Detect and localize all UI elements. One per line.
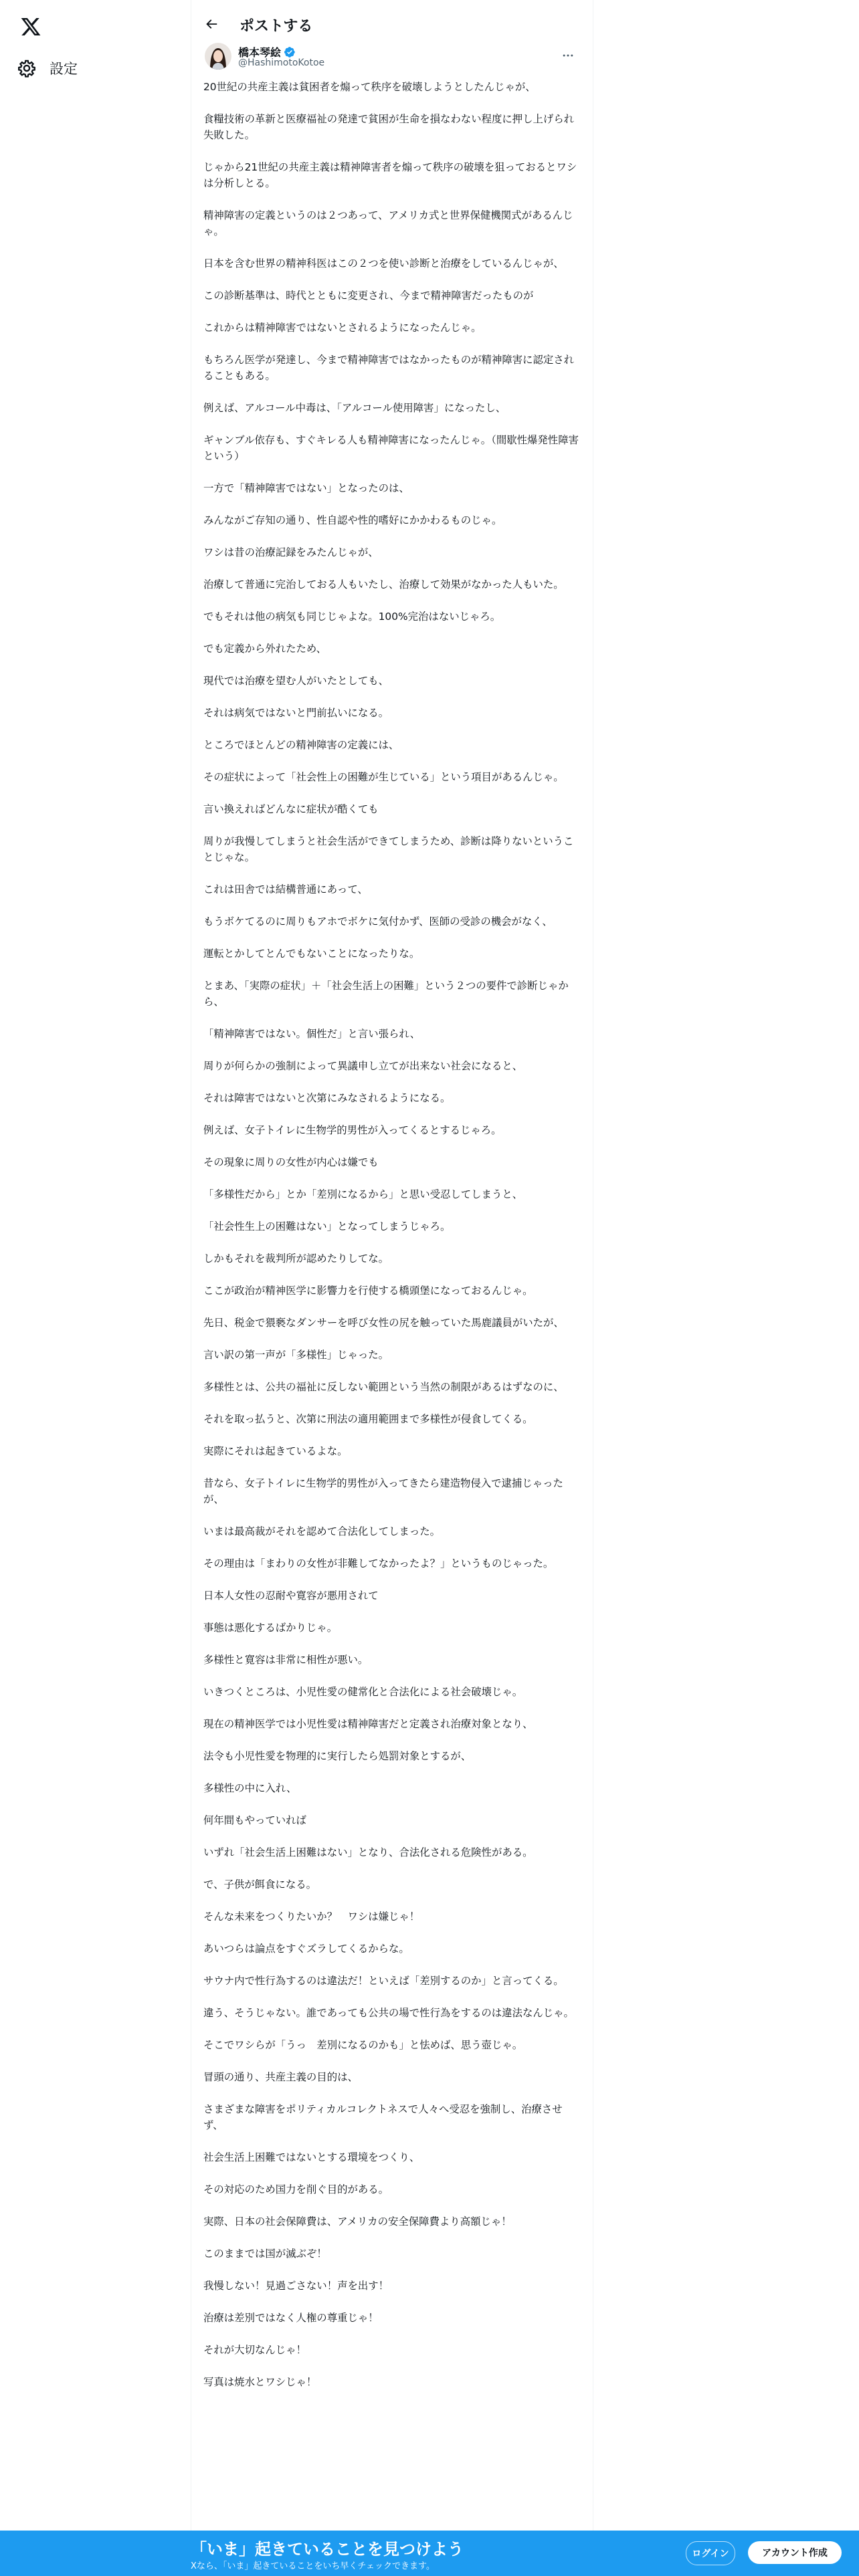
post-paragraph: 現代では治療を望む人がいたとしても、 <box>203 675 389 687</box>
post-paragraph: 現在の精神医学では小児性愛は精神障害だと定義され治療対象となり、 <box>203 1718 533 1730</box>
arrow-left-icon <box>204 17 219 31</box>
post-paragraph: 日本人女性の忍耐や寛容が悪用されて <box>203 1590 379 1602</box>
nav-settings-link[interactable] <box>17 53 86 83</box>
post-paragraph: 我慢しない！見過ごさない！声を出す！ <box>203 2280 389 2292</box>
post-paragraph: これは田舎では結構普通にあって、 <box>203 883 368 895</box>
post-paragraph: ここが政治が精神医学に影響力を行使する橋頭堡になっておるんじゃ。 <box>203 1285 533 1297</box>
post-paragraph: あいつらは論点をすぐズラしてくるからな。 <box>203 1943 409 1955</box>
post-paragraph: その理由は「まわりの女性が非難してなかったよ？」というものじゃった。 <box>203 1558 554 1570</box>
post-paragraph: 一方で「精神障害ではない」となったのは、 <box>203 482 409 494</box>
post-paragraph: このままでは国が滅ぶぞ！ <box>203 2248 327 2260</box>
post-paragraph: でも定義から外れたため、 <box>203 643 327 655</box>
signup-banner <box>0 2531 859 2576</box>
post-paragraph: ところでほとんどの精神障害の定義には、 <box>203 739 399 751</box>
post-paragraph: 実際にそれは起きているよな。 <box>203 1445 348 1457</box>
post-paragraph: で、子供が餌食になる。 <box>203 1879 316 1891</box>
login-button[interactable]: ログイン <box>686 2541 735 2565</box>
post-paragraph: それは障害ではないと次第にみなされるようになる。 <box>203 1092 451 1104</box>
page-title: ポストする <box>240 18 313 35</box>
post-paragraph: 食糧技術の革新と医療福祉の発達で貧困が生命を損なわない程度に押し上げられ失敗した。 <box>203 113 575 141</box>
post-paragraph: もうボケてるのに周りもアホでボケに気付かず、医師の受診の機会がなく、 <box>203 916 553 928</box>
post-paragraph: 先日、税金で猥褻なダンサーを呼び女性の尻を触っていた馬鹿議員がいたが、 <box>203 1317 564 1329</box>
post-paragraph: じゃから21世紀の共産主義は精神障害者を煽って秩序の破壊を狙っておるとワシは分析しとる。 <box>203 161 577 189</box>
post-paragraph: 事態は悪化するばかりじゃ。 <box>203 1622 338 1634</box>
post-paragraph: 昔なら、女子トイレに生物学的男性が入ってきたら建造物侵入で逮捕じゃったが、 <box>203 1477 563 1505</box>
post-detail-column <box>191 0 593 2576</box>
post-paragraph: 例えば、アルコール中毒は、「アルコール使用障害」になったし、 <box>203 402 506 414</box>
post-paragraph: この診断基準は、時代とともに変更され、今まで精神障害だったものが <box>203 290 534 302</box>
more-dots-icon <box>561 49 575 62</box>
gear-icon <box>17 59 36 78</box>
post-paragraph: 冒頭の通り、共産主義の目的は、 <box>203 2071 358 2083</box>
more-options-button[interactable] <box>557 44 579 67</box>
post-paragraph: 写真は焼水とワシじゃ！ <box>203 2376 317 2388</box>
banner-title: 「いま」起きていることを見つけよう <box>191 2540 464 2559</box>
post-paragraph: 治療して普通に完治しておる人もいたし、治療して効果がなかった人もいた。 <box>203 578 564 591</box>
post-paragraph: それは病気ではないと門前払いになる。 <box>203 707 389 719</box>
post-paragraph: 「社会性生上の困難はない」となってしまうじゃろ。 <box>203 1220 451 1232</box>
post-paragraph: 精神障害の定義というのは２つあって、アメリカ式と世界保健機関式があるんじゃ。 <box>203 209 573 237</box>
post-text <box>203 79 579 2406</box>
nav-settings-label: 設定 <box>50 61 78 77</box>
post-paragraph: 多様性の中に入れ、 <box>203 1782 297 1794</box>
post-paragraph: さまざまな障害をポリティカルコレクトネスで人々へ受忍を強制し、治療させず、 <box>203 2103 563 2131</box>
post-paragraph: 多様性と寛容は非常に相性が悪い。 <box>203 1654 369 1666</box>
post-paragraph: 多様性とは、公共の福祉に反しない範囲という当然の制限があるはずなのに、 <box>203 1381 564 1393</box>
banner-subtitle: Xなら、「いま」起きていることをいち早くチェックできます。 <box>191 2561 435 2571</box>
post-paragraph: それが大切なんじゃ！ <box>203 2344 306 2356</box>
avatar[interactable] <box>205 43 231 70</box>
left-navigation <box>0 0 190 2576</box>
post-paragraph: 言い訳の第一声が「多様性」じゃった。 <box>203 1349 389 1361</box>
post-paragraph: もちろん医学が発達し、今まで精神障害ではなかったものが精神障害に認定されることもある。 <box>203 354 575 382</box>
post-paragraph: 周りが我慢してしまうと社会生活ができてしまうため、診断は降りないということじゃな。 <box>203 835 574 863</box>
post-paragraph: 「多様性だから」とか「差別になるから」と思い受忍してしまうと、 <box>203 1188 523 1200</box>
post-paragraph: いずれ「社会生活上困難はない」となり、合法化される危険性がある。 <box>203 1846 533 1858</box>
post-paragraph: みんながご存知の通り、性自認や性的嗜好にかかわるものじゃ。 <box>203 514 502 526</box>
back-button[interactable] <box>199 12 223 36</box>
post-paragraph: それを取っ払うと、次第に刑法の適用範囲まで多様性が侵食してくる。 <box>203 1413 533 1425</box>
signup-button[interactable]: アカウント作成 <box>748 2541 842 2564</box>
post-paragraph: 例えば、女子トイレに生物学的男性が入ってくるとするじゃろ。 <box>203 1124 502 1136</box>
post-paragraph: しかもそれを裁判所が認めたりしてな。 <box>203 1253 389 1265</box>
post-paragraph: 「精神障害ではない。個性だ」と言い張られ、 <box>203 1028 421 1040</box>
post-paragraph: そんな未来をつくりたいか？ ワシは嫌じゃ！ <box>203 1911 420 1923</box>
post-paragraph: 運転とかしてとんでもないことになったりな。 <box>203 948 420 960</box>
post-paragraph: その現象に周りの女性が内心は嫌でも <box>203 1156 379 1168</box>
x-logo-icon[interactable] <box>20 16 41 37</box>
post-author <box>205 43 579 74</box>
post-paragraph: いきつくところは、小児性愛の健常化と合法化による社会破壊じゃ。 <box>203 1686 523 1698</box>
post-paragraph: その対応のため国力を削ぐ目的がある。 <box>203 2183 389 2195</box>
post-header <box>191 0 593 48</box>
post-paragraph: 周りが何らかの強制によって異議申し立てが出来ない社会になると、 <box>203 1060 523 1072</box>
post-paragraph: サウナ内で性行為するのは違法だ！といえば「差別するのか」と言ってくる。 <box>203 1975 564 1987</box>
post-paragraph: 何年間もやっていれば <box>203 1814 306 1826</box>
post-paragraph: いまは最高裁がそれを認めて合法化してしまった。 <box>203 1525 440 1537</box>
post-paragraph: ギャンブル依存も、すぐキレる人も精神障害になったんじゃ。（間歇性爆発性障害という） <box>203 434 579 462</box>
post-paragraph: 実際、日本の社会保障費は、アメリカの安全保障費より高額じゃ！ <box>203 2216 512 2228</box>
author-name-text: 橋本琴絵 <box>238 46 282 59</box>
post-paragraph: 法令も小児性愛を物理的に実行したら処罰対象とするが、 <box>203 1750 472 1762</box>
post-paragraph: そこでワシらが「うっ 差別になるのかも」と怯めば、思う壺じゃ。 <box>203 2039 523 2051</box>
author-handle[interactable]: @HashimotoKotoe <box>238 58 325 68</box>
post-paragraph: 日本を含む世界の精神科医はこの２つを使い診断と治療をしているんじゃが、 <box>203 257 564 270</box>
post-paragraph: その症状によって「社会性上の困難が生じている」という項目があるんじゃ。 <box>203 771 564 783</box>
post-paragraph: とまあ、「実際の症状」＋「社会生活上の困難」という２つの要件で診断じゃから、 <box>203 980 569 1008</box>
post-paragraph: でもそれは他の病気も同じじゃよな。100%完治はないじゃろ。 <box>203 611 501 623</box>
post-paragraph: これからは精神障害ではないとされるようになったんじゃ。 <box>203 322 482 334</box>
post-paragraph: 言い換えればどんなに症状が酷くても <box>203 803 379 815</box>
post-paragraph: 違う、そうじゃない。誰であっても公共の場で性行為をするのは違法なんじゃ。 <box>203 2007 574 2019</box>
post-paragraph: ワシは昔の治療記録をみたんじゃが、 <box>203 546 379 558</box>
post-paragraph: 社会生活上困難ではないとする環境をつくり、 <box>203 2151 420 2163</box>
post-paragraph: 20世紀の共産主義は貧困者を煽って秩序を破壊しようとしたんじゃが、 <box>203 81 536 93</box>
verified-badge-icon <box>284 46 296 58</box>
post-paragraph: 治療は差別ではなく人権の尊重じゃ！ <box>203 2312 379 2324</box>
